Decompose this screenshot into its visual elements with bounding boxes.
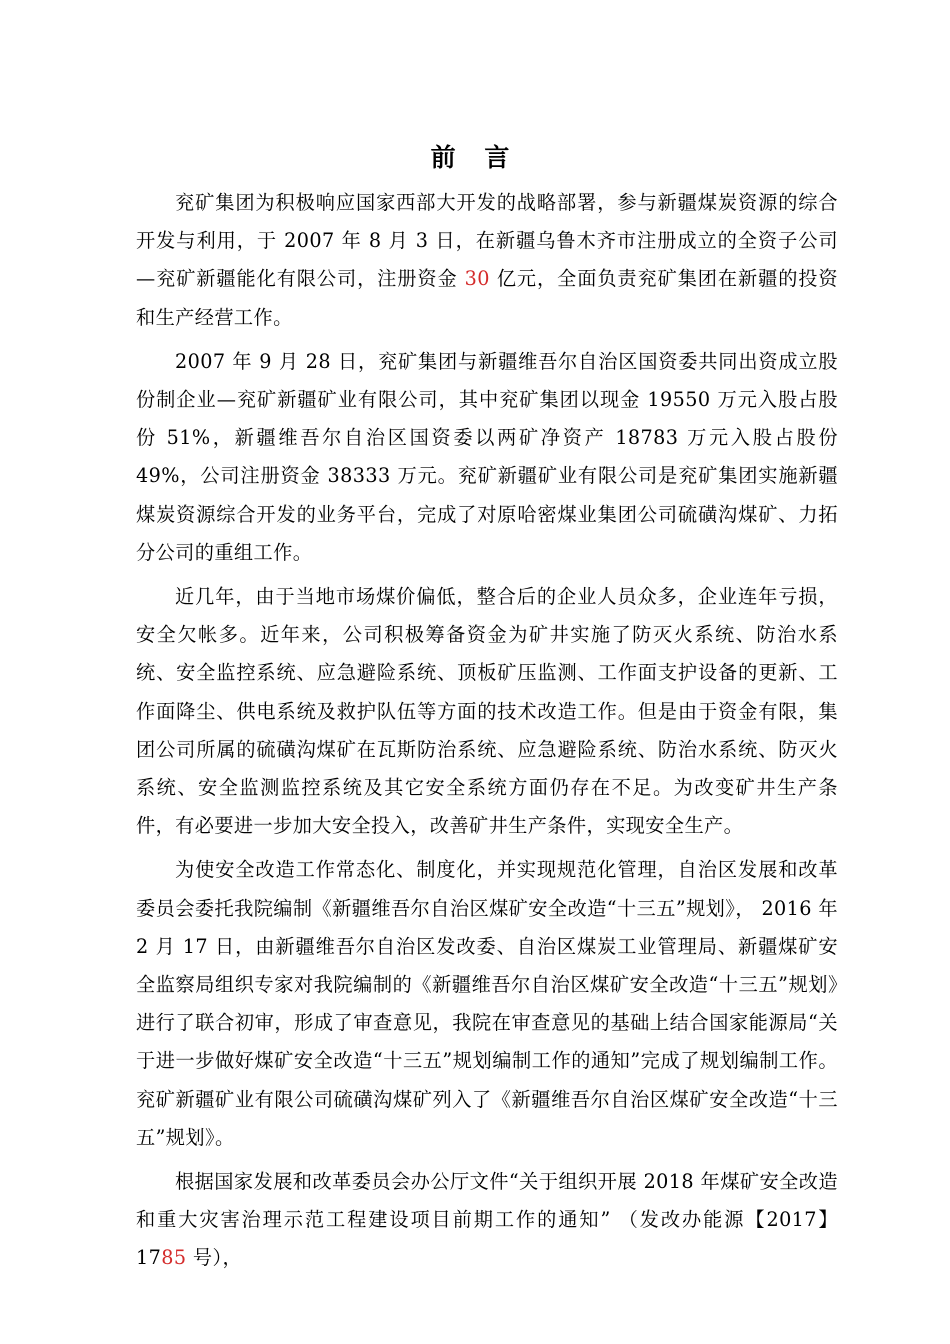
paragraph-3: [136, 578, 838, 845]
document-body: [136, 184, 838, 1284]
paragraph-text: 兖矿集团为积极响应国家西部大开发的战略部署，参与新疆煤炭资源的综合开发与利用，于 2007 年 8 月 3 日，在新疆乌鲁木齐市注册成立的全资子公司—兖矿新疆能化有限公司，注册资金: [136, 191, 838, 291]
paragraph-4: [136, 851, 838, 1157]
paragraph-text: 根据国家发展和改革委员会办公厅文件“关于组织开展 2018 年煤矿安全改造和重大灾害治理示范工程建设项目前期工作的通知” （发改办能源【2017】17: [136, 1170, 838, 1270]
paragraph-1: [136, 184, 838, 337]
paragraph-text: 亿元，全面负责兖矿集团在新疆的投资和生产经营工作。: [136, 267, 838, 329]
highlighted-number: 85: [161, 1246, 187, 1270]
paragraph-text: 近几年，由于当地市场煤价偏低，整合后的企业人员众多，企业连年亏损，安全欠帐多。近年来，公司积极筹备资金为矿井实施了防灭火系统、防治水系统、安全监控系统、应急避险系统、顶板矿压监测、工作面支护设备的更新、工作面降尘、供电系统及救护队伍等方面的技术改造工作。但是由于资金有限，集团公司所属的硫磺沟煤矿在瓦斯防治系统、应急避险系统、防治水系统、防灭火系统、安全监测监控系统及其它安全系统方面仍存在不足。为改变矿井生产条件，有必要进一步加大安全投入，改善矿井生产条件，实现安全生产。: [136, 585, 838, 838]
paragraph-text: 号），: [186, 1246, 243, 1270]
paragraph-text: 2007 年 9 月 28 日，兖矿集团与新疆维吾尔自治区国资委共同出资成立股份制企业—兖矿新疆矿业有限公司，其中兖矿集团以现金 19550 万元入股占股份 51%，新疆维吾尔自治区国资委以两矿净资产 18783 万元入股占股份 49%，公司注册资金 38333 万元。兖矿新疆矿业有限公司是兖矿集团实施新疆煤炭资源综合开发的业务平台，完成了对原哈密煤业集团公司硫磺沟煤矿、力拓分公司的重组工作。: [136, 349, 838, 564]
highlighted-number: 30: [464, 267, 490, 291]
page-title: 前 言: [430, 143, 520, 172]
paragraph-text: 为使安全改造工作常态化、制度化，并实现规范化管理，自治区发展和改革委员会委托我院编制《新疆维吾尔自治区煤矿安全改造“十三五”规划》， 2016 年 2 月 17 日，由新疆维吾尔自治区发改委、自治区煤炭工业管理局、新疆煤矿安全监察局组织专家对我院编制的《新疆维吾尔自治区煤矿安全改造“十三五”规划》进行了联合初审，形成了审查意见，我院在审查意见的基础上结合国家能源局“关于进一步做好煤矿安全改造“十三五”规划编制工作的通知”完成了规划编制工作。兖矿新疆矿业有限公司硫磺沟煤矿列入了《新疆维吾尔自治区煤矿安全改造“十三五”规划》。: [136, 858, 838, 1149]
paragraph-2: [136, 343, 838, 572]
paragraph-5: [136, 1163, 838, 1278]
